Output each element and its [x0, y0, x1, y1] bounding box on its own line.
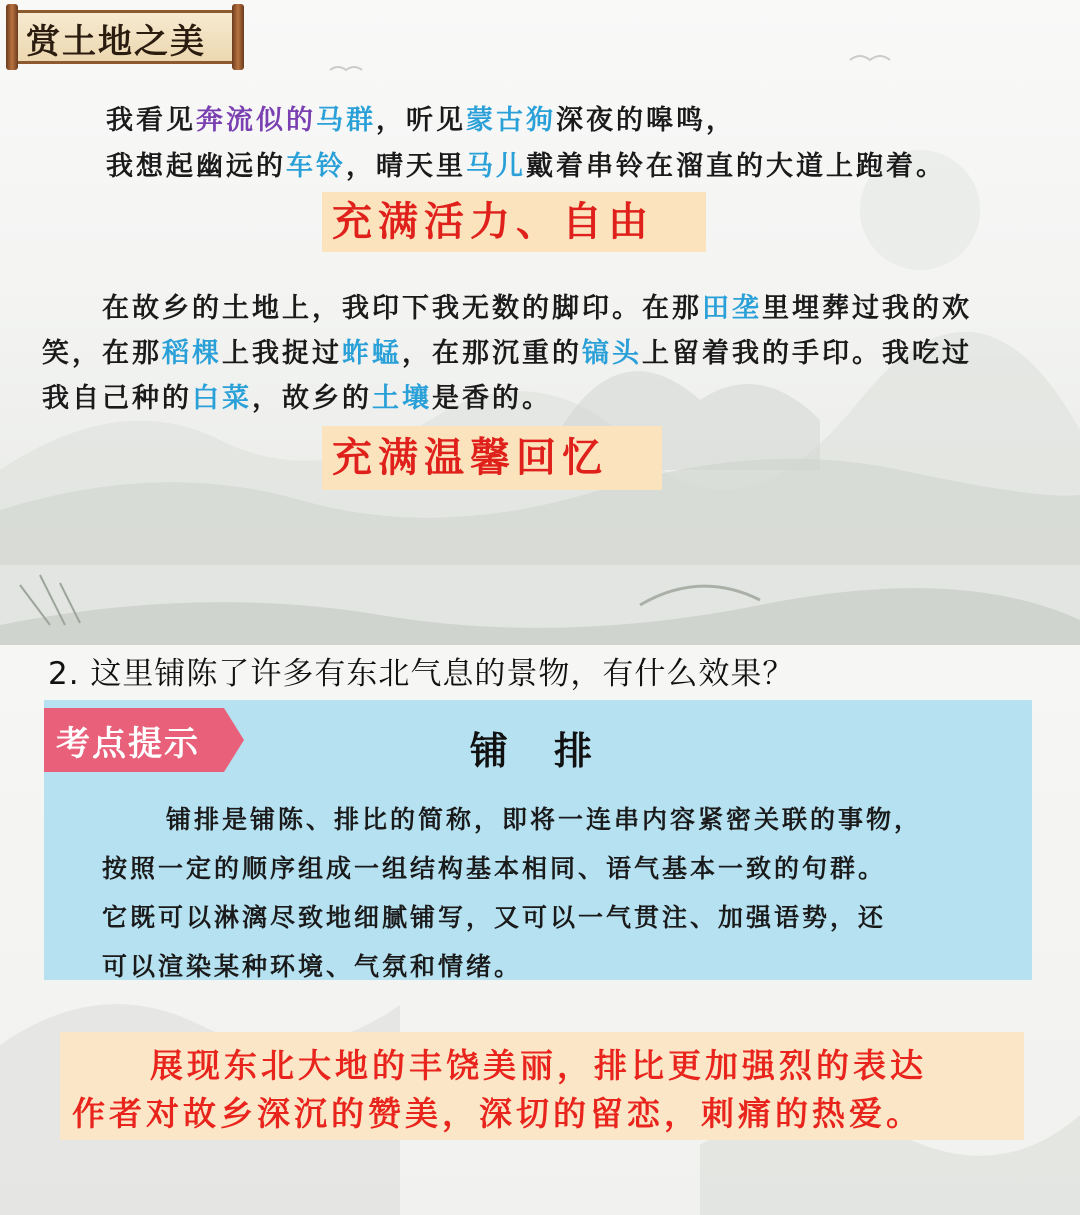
- scroll-rod-left: [6, 4, 18, 70]
- hint-line: 铺排是铺陈、排比的简称，即将一连串内容紧密关联的事物，: [166, 805, 923, 834]
- hint-line: 它既可以淋漓尽致地细腻铺写，又可以一气贯注、加强语势，还: [102, 903, 887, 932]
- text-run: ，在那沉重的: [402, 338, 582, 369]
- callout-vitality: 充满活力、自由: [322, 192, 706, 252]
- highlight-blue: 镐头: [582, 338, 642, 369]
- poem-line-3: [102, 286, 972, 325]
- text-run: 深夜的嗥鸣，: [556, 105, 736, 136]
- answer-line-1: 展现东北大地的丰饶美丽，排比更加强烈的表达: [150, 1046, 927, 1085]
- text-run: 上留着我的手印。我吃过: [642, 338, 972, 369]
- text-run: 我看见: [106, 105, 196, 136]
- poem-line-4: [42, 331, 972, 370]
- callout-warm-memories: 充满温馨回忆: [322, 426, 662, 490]
- text-run: 笑，在那: [42, 338, 162, 369]
- poem-line-2: [106, 144, 946, 183]
- hint-tag: [44, 708, 244, 772]
- highlight-blue: 田垄: [702, 293, 762, 324]
- highlight-blue: 马群: [316, 105, 376, 136]
- text-run: ，故乡的: [252, 383, 372, 414]
- text-run: 我想起幽远的: [106, 151, 286, 182]
- highlight-purple: 奔流似的: [196, 105, 316, 136]
- text-run: 戴着串铃在溜直的大道上跑着。: [526, 151, 946, 182]
- hint-line: 可以渲染某种环境、气氛和情绪。: [102, 952, 523, 981]
- highlight-blue: 稻棵: [162, 338, 222, 369]
- scroll-rod-right: [232, 4, 244, 70]
- question-text: 2. 这里铺陈了许多有东北气息的景物，有什么效果？: [48, 656, 795, 692]
- text-run: 我自己种的: [42, 383, 192, 414]
- section-title: 赏土地之美: [26, 22, 206, 62]
- highlight-blue: 白菜: [192, 383, 252, 414]
- highlight-blue: 车铃: [286, 151, 346, 182]
- text-run: 上我捉过: [222, 338, 342, 369]
- text-run: ，晴天里: [346, 151, 466, 182]
- text-run: ，听见: [376, 105, 466, 136]
- text-run: 在故乡的土地上，我印下我无数的脚印。在那: [102, 293, 702, 324]
- hint-heading: 铺 排: [470, 729, 597, 773]
- text-run: 是香的。: [432, 383, 552, 414]
- hint-line: 按照一定的顺序组成一组结构基本相同、语气基本一致的句群。: [102, 854, 887, 883]
- hint-tag-label: 考点提示: [56, 724, 200, 764]
- highlight-blue: 蒙古狗: [466, 105, 556, 136]
- highlight-blue: 蚱蜢: [342, 338, 402, 369]
- highlight-blue: 土壤: [372, 383, 432, 414]
- answer-line-2: 作者对故乡深沉的赞美，深切的留恋，刺痛的热爱。: [72, 1094, 923, 1133]
- highlight-blue: 马儿: [466, 151, 526, 182]
- section-divider: [0, 565, 1080, 645]
- section-title-scroll: [6, 4, 244, 70]
- poem-line-1: [106, 98, 736, 137]
- text-run: 里埋葬过我的欢: [762, 293, 972, 324]
- poem-line-5: [42, 376, 552, 415]
